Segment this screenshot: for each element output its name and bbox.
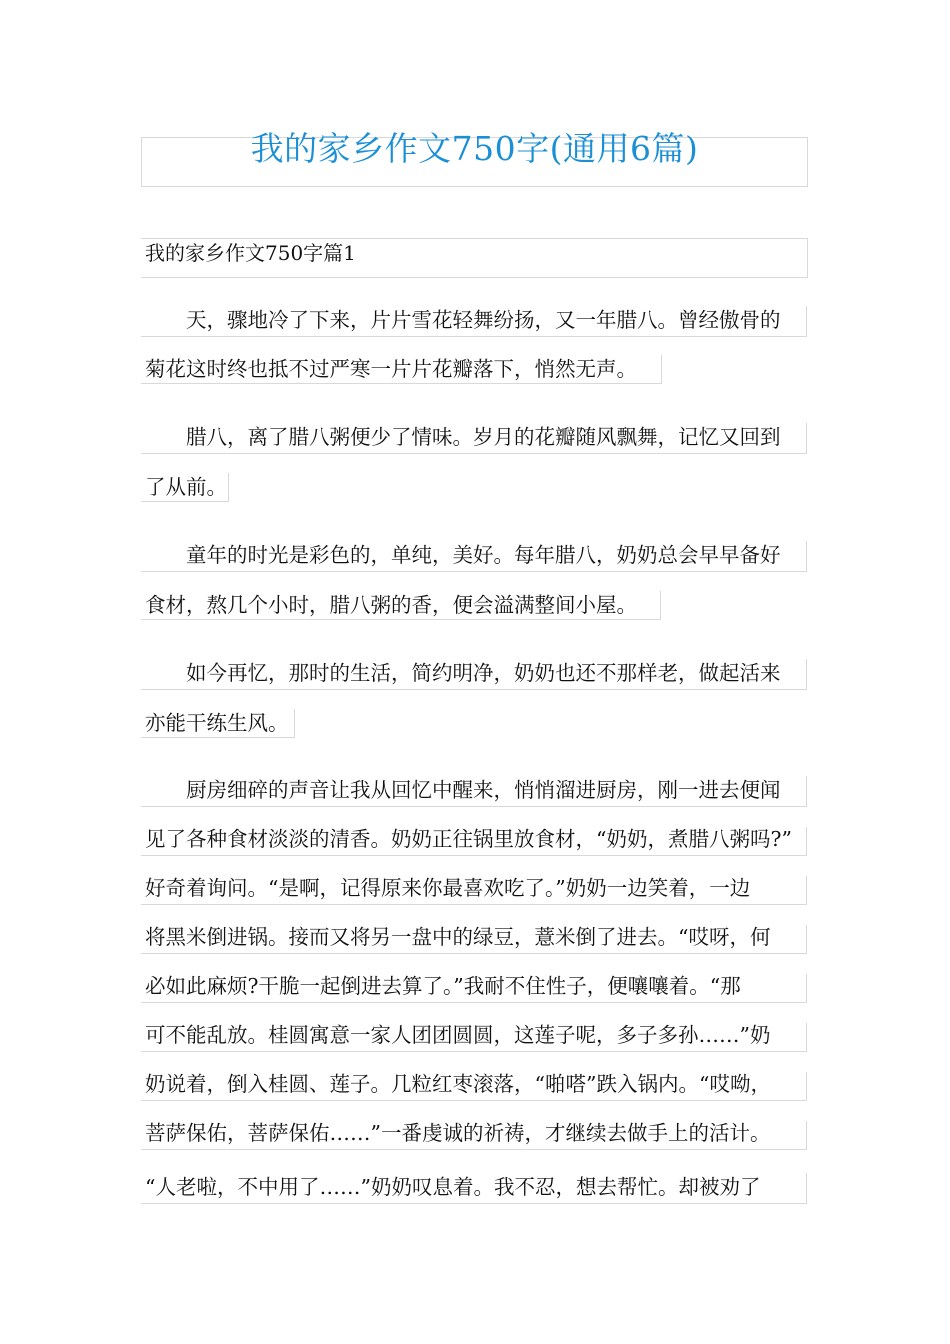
- paragraph-1-line-2: 菊花这时终也抵不过严寒一片片花瓣落下，悄然无声。: [145, 357, 637, 381]
- paragraph-5-line-9: “人老啦，不中用了……”奶奶叹息着。我不忍，想去帮忙。却被劝了: [145, 1175, 761, 1199]
- line-underline: [141, 571, 807, 572]
- paragraph-5-line-8: 菩萨保佑，菩萨保佑……”一番虔诚的祈祷，才继续去做手上的活计。: [145, 1121, 771, 1145]
- paragraph-2-line-2: 了从前。: [145, 475, 227, 499]
- line-underline: [141, 737, 295, 738]
- line-underline: [141, 855, 807, 856]
- line-edge: [228, 473, 229, 502]
- paragraph-3-line-1: 童年的时光是彩色的，单纯，美好。每年腊八，奶奶总会早早备好: [145, 543, 781, 567]
- line-underline: [141, 1051, 807, 1052]
- document-title: 我的家乡作文750字(通用6篇): [250, 129, 699, 168]
- line-underline: [141, 1002, 807, 1003]
- line-edge: [661, 355, 662, 384]
- line-edge: [806, 925, 807, 954]
- paragraph-5-line-2: 见了各种食材淡淡的清香。奶奶正往锅里放食材，“奶奶，煮腊八粥吗?”: [145, 827, 792, 851]
- line-edge: [294, 709, 295, 738]
- paragraph-5-line-4: 将黑米倒进锅。接而又将另一盘中的绿豆，薏米倒了进去。“哎呀，何: [145, 925, 771, 949]
- line-edge: [806, 306, 807, 337]
- line-edge: [806, 423, 807, 454]
- line-underline: [141, 953, 807, 954]
- paragraph-3-line-2: 食材，熬几个小时，腊八粥的香，便会溢满整间小屋。: [145, 593, 637, 617]
- paragraph-2-line-1: 腊八，离了腊八粥便少了情味。岁月的花瓣随风飘舞，记忆又回到: [145, 425, 781, 449]
- paragraph-5-line-1: 厨房细碎的声音让我从回忆中醒来，悄悄溜进厨房，刚一进去便闻: [145, 778, 781, 802]
- paragraph-5-line-3: 好奇着询问。“是啊，记得原来你最喜欢吃了。”奶奶一边笑着，一边: [145, 876, 751, 900]
- line-edge: [806, 876, 807, 905]
- paragraph-5-line-7: 奶说着，倒入桂圆、莲子。几粒红枣滚落，“啪嗒”跌入锅内。“哎呦，: [145, 1072, 771, 1096]
- line-underline: [141, 453, 807, 454]
- line-edge: [806, 776, 807, 807]
- line-underline: [141, 619, 661, 620]
- line-edge: [806, 659, 807, 690]
- line-edge: [660, 591, 661, 620]
- line-underline: [141, 383, 662, 384]
- line-underline: [141, 1149, 807, 1150]
- paragraph-5-line-5: 必如此麻烦?干脆一起倒进去算了。”我耐不住性子，便嚷嚷着。“那: [145, 974, 741, 998]
- line-edge: [806, 1072, 807, 1101]
- section-heading: 我的家乡作文750字篇1: [145, 241, 356, 265]
- paragraph-1-line-1: 天，骤地冷了下来，片片雪花轻舞纷扬，又一年腊八。曾经傲骨的: [145, 308, 781, 332]
- line-underline: [141, 1203, 807, 1204]
- paragraph-4-line-2: 亦能干练生风。: [145, 711, 289, 735]
- paragraph-4-line-1: 如今再忆，那时的生活，简约明净，奶奶也还不那样老，做起活来: [145, 661, 781, 685]
- line-underline: [141, 689, 807, 690]
- line-edge: [806, 1173, 807, 1204]
- paragraph-5-line-6: 可不能乱放。桂圆寓意一家人团团圆圆，这莲子呢，多子多孙……”奶: [145, 1023, 771, 1047]
- line-edge: [806, 1121, 807, 1150]
- line-edge: [806, 974, 807, 1003]
- line-underline: [141, 501, 229, 502]
- line-edge: [806, 1023, 807, 1052]
- line-underline: [141, 336, 807, 337]
- line-underline: [141, 904, 807, 905]
- line-underline: [141, 1100, 807, 1101]
- line-edge: [806, 827, 807, 856]
- line-edge: [806, 541, 807, 572]
- line-underline: [141, 806, 807, 807]
